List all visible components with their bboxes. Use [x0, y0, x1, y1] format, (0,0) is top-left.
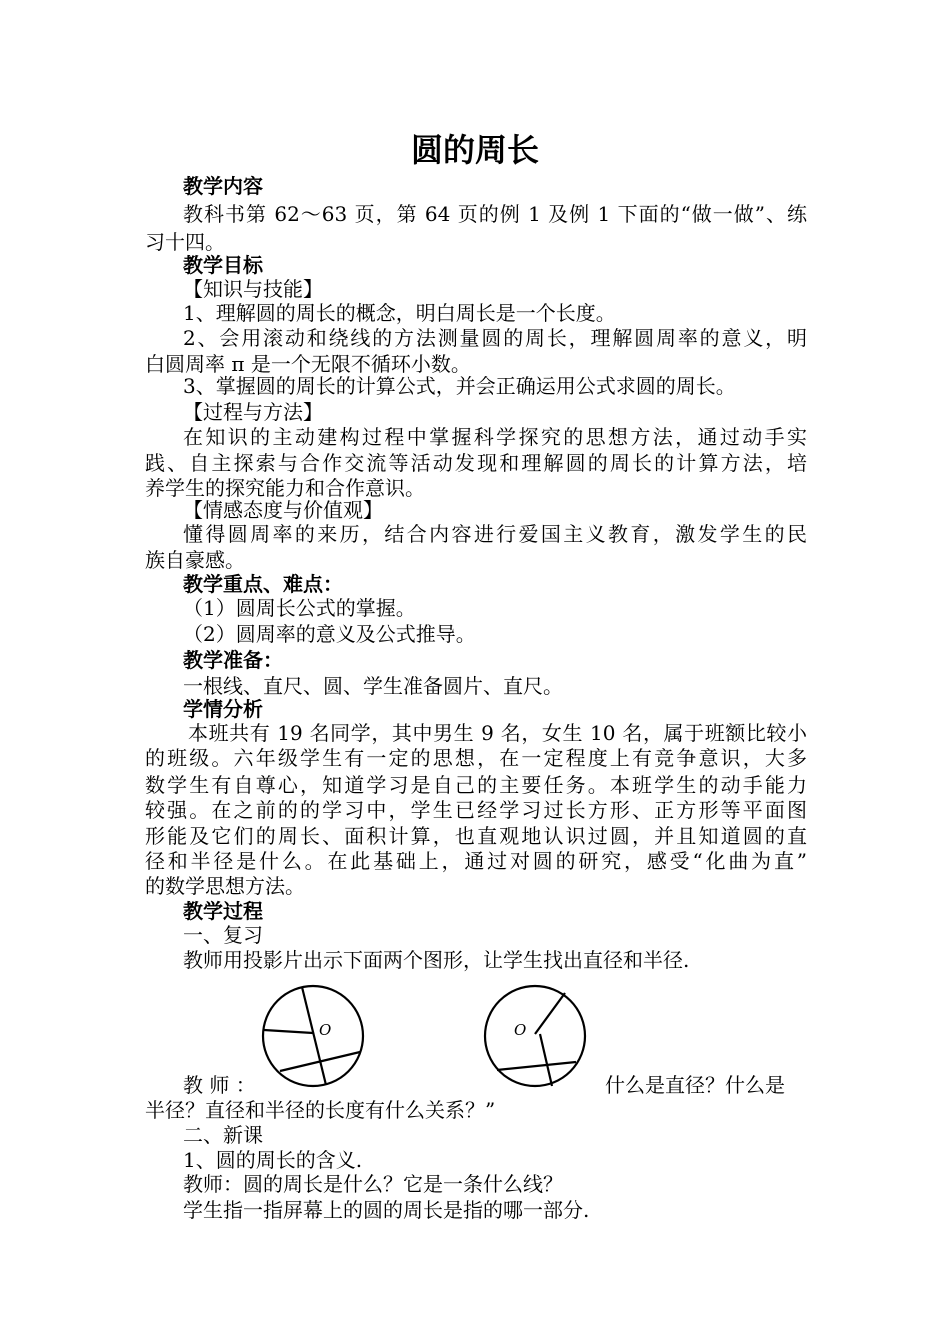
subheading-process: 【过程与方法】: [183, 400, 323, 424]
paragraph-line: 教师：圆的周长是什么？它是一条什么线？: [183, 1172, 563, 1196]
paragraph-line: 半径？直径和半径的长度有什么关系？”: [145, 1098, 496, 1122]
paragraph-line: 数学生有自尊心，知道学习是自己的主要任务。本班学生的动手能力: [145, 773, 807, 797]
subheading-knowledge: 【知识与技能】: [183, 277, 323, 301]
list-item: 2、会用滚动和绕线的方法测量圆的周长，理解圆周率的意义，明: [183, 326, 807, 350]
center-label-right: O: [514, 1021, 527, 1039]
list-item: （2）圆周率的意义及公式推导。: [183, 622, 476, 646]
list-item: 1、理解圆的周长的概念，明白周长是一个长度。: [183, 301, 616, 325]
heading-teaching-content: 教学内容: [183, 174, 263, 198]
heading-key-points: 教学重点、难点：: [183, 572, 343, 596]
center-label-left: O: [319, 1021, 332, 1039]
paragraph-line: 教科书第 62～63 页，第 64 页的例 1 及例 1 下面的“做一做”、练: [183, 202, 807, 226]
paragraph-line: 在知识的主动建构过程中掌握科学探究的思想方法，通过动手实: [183, 425, 807, 449]
section-new-lesson: 二、新课: [183, 1123, 263, 1147]
paragraph-line: 践、自主探索与合作交流等活动发现和理解圆的周长的计算方法，培: [145, 451, 807, 475]
heading-teaching-goals: 教学目标: [183, 253, 263, 277]
heading-preparation: 教学准备：: [183, 648, 283, 672]
list-item: （1）圆周长公式的掌握。: [183, 596, 416, 620]
section-review: 一、复习: [183, 923, 263, 947]
paragraph-line: 懂得圆周率的来历，结合内容进行爱国主义教育，激发学生的民: [183, 522, 807, 546]
paragraph-line: 一根线、直尺、圆、学生准备圆片、直尺。: [183, 674, 563, 698]
paragraph-line: 族自豪感。: [145, 548, 245, 572]
heading-teaching-process: 教学过程: [183, 899, 263, 923]
paragraph-line: 的数学思想方法。: [145, 874, 305, 898]
paragraph-line: 什么是直径？什么是: [605, 1073, 785, 1097]
paragraph-line: 教师用投影片出示下面两个图形，让学生找出直径和半径.: [183, 948, 690, 972]
page-title: 圆的周长: [410, 131, 539, 169]
subheading-attitude: 【情感态度与价值观】: [183, 498, 383, 522]
paragraph-line: 较强。在之前的的学习中，学生已经学习过长方形、正方形等平面图: [145, 798, 807, 822]
paragraph-line: 学生指一指屏幕上的圆的周长是指的哪一部分.: [183, 1198, 590, 1222]
list-item: 3、掌握圆的周长的计算公式，并会正确运用公式求圆的周长。: [183, 374, 736, 398]
paragraph-line: 白圆周率 π 是一个无限不循环小数。: [145, 352, 471, 376]
paragraph-line: 养学生的探究能力和合作意识。: [145, 476, 425, 500]
heading-student-analysis: 学情分析: [183, 697, 263, 721]
paragraph-line: 形能及它们的周长、面积计算，也直观地认识过圆，并且知道圆的直: [145, 824, 807, 848]
paragraph-line: 径和半径是什么。在此基础上，通过对圆的研究，感受“化曲为直”: [145, 849, 807, 873]
paragraph-line: 本班共有 19 名同学，其中男生 9 名，女生 10 名，属于班额比较小: [188, 721, 807, 745]
paragraph-line: 习十四。: [145, 230, 225, 254]
teacher-label: 教 师 ：: [183, 1073, 256, 1097]
paragraph-line: 的班级。六年级学生有一定的思想，在一定程度上有竞争意识，大多: [145, 746, 807, 770]
circle-figure-right: [485, 986, 585, 1086]
list-item: 1、圆的周长的含义.: [183, 1148, 363, 1172]
circle-figure-left: [263, 986, 363, 1086]
